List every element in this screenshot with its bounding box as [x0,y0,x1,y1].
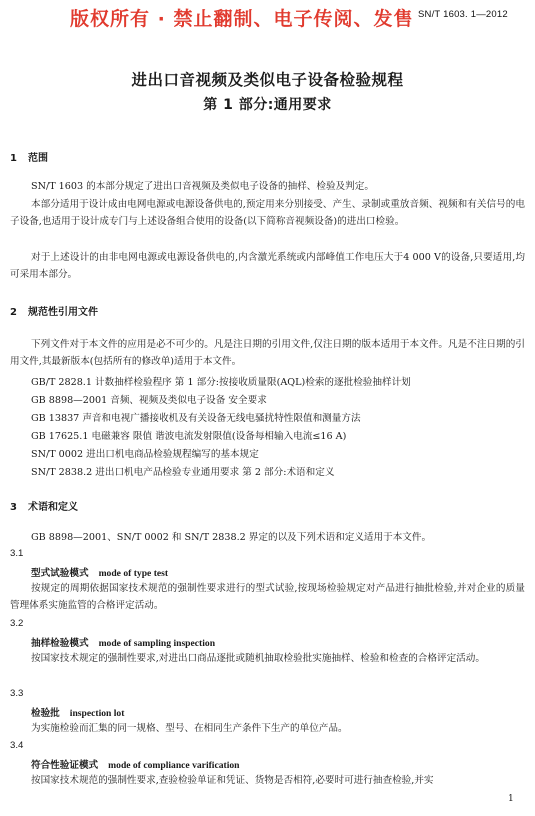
term-en: inspection lot [69,708,125,719]
section-heading-scope [10,149,48,164]
section-title: 规范性引用文件 [28,307,98,318]
term-en: mode of type test [98,568,169,579]
term-entry [31,757,240,771]
reference-item: GB/T 2828.1 计数抽样检验程序 第 1 部分:按接收质量限(AQL)检索的逐批检验抽样计划 [31,377,411,388]
copyright-watermark: 版权所有 · 禁止翻制、电子传阅、发售 [70,8,414,30]
section-number: 1 [10,153,17,164]
scope-paragraph-1: SN/T 1603 的本部分规定了进出口音视频及类似电子设备的抽样、检验及判定。 [31,181,374,192]
scope-paragraph-3: 对于上述设计的由非电网电源或电源设备供电的,内含激光系统或内部峰值工作电压大于4 000 V的设备,只要适用,均可采用本部分。 [10,252,525,281]
reference-item: GB 17625.1 电磁兼容 限值 谐波电流发射限值(设备每相输入电流≤16 A) [31,431,347,442]
section-number: 3 [10,502,17,513]
clause-number: 3.1 [10,548,24,559]
section-number: 2 [10,307,17,318]
section-title: 范围 [28,153,48,164]
term-en: mode of sampling inspection [98,638,216,649]
clause-number: 3.4 [10,740,24,751]
term-en: mode of compliance varification [108,760,240,771]
document-part-title: 第 1 部分:通用要求 [203,97,332,113]
terms-intro: GB 8898—2001、SN/T 0002 和 SN/T 2838.2 界定的以及下列术语和定义适用于本文件。 [31,532,432,543]
reference-item: GB 8898—2001 音频、视频及类似电子设备 安全要求 [31,395,267,406]
term-zh: 抽样检验模式 [31,638,89,649]
reference-item: GB 13837 声音和电视广播接收机及有关设备无线电骚扰特性限值和测量方法 [31,413,361,424]
section-title: 术语和定义 [28,502,78,513]
term-zh: 符合性验证模式 [31,760,99,771]
document-title: 进出口音视频及类似电子设备检验规程 [131,71,404,89]
term-definition: 按规定的周期依据国家技术规范的强制性要求进行的型式试验,按现场检验规定对产品进行抽批检验,并对企业的质量管理体系实施监管的合格评定活动。 [10,583,525,612]
term-entry [31,635,215,649]
standard-number: SN/T 1603. 1—2012 [418,9,508,20]
term-entry [31,565,168,579]
term-entry [31,705,124,719]
clause-number: 3.3 [10,688,24,699]
term-definition: 按国家技术规定的强制性要求,对进出口商品逐批或随机抽取检验批实施抽样、检验和检查的合格评定活动。 [31,653,485,664]
clause-number: 3.2 [10,618,24,629]
section-heading-terms [10,498,78,513]
references-intro: 下列文件对于本文件的应用是必不可少的。凡是注日期的引用文件,仅注日期的版本适用于本文件。凡是不注日期的引用文件,其最新版本(包括所有的修改单)适用于本文件。 [10,339,525,368]
reference-item: SN/T 2838.2 进出口机电产品检验专业通用要求 第 2 部分:术语和定义 [31,467,335,478]
term-definition: 按国家技术规范的强制性要求,查验检验单证和凭证、货物是否相符,必要时可进行抽查检验,并实 [31,775,434,786]
term-definition: 为实施检验而汇集的同一规格、型号、在相同生产条件下生产的单位产品。 [31,723,348,734]
section-heading-normative-references [10,303,98,318]
scope-paragraph-2: 本部分适用于设计成由电网电源或电源设备供电的,预定用来分别接受、产生、录制或重放音频、视频和有关信号的电子设备,也适用于设计成专门与上述设备组合使用的设备(以下简称音视频设备)的进出口检验。 [10,199,525,228]
term-zh: 检验批 [31,708,60,719]
reference-item: SN/T 0002 进出口机电商品检验规程编写的基本规定 [31,449,259,460]
term-zh: 型式试验模式 [31,568,89,579]
page-number: 1 [508,794,514,804]
